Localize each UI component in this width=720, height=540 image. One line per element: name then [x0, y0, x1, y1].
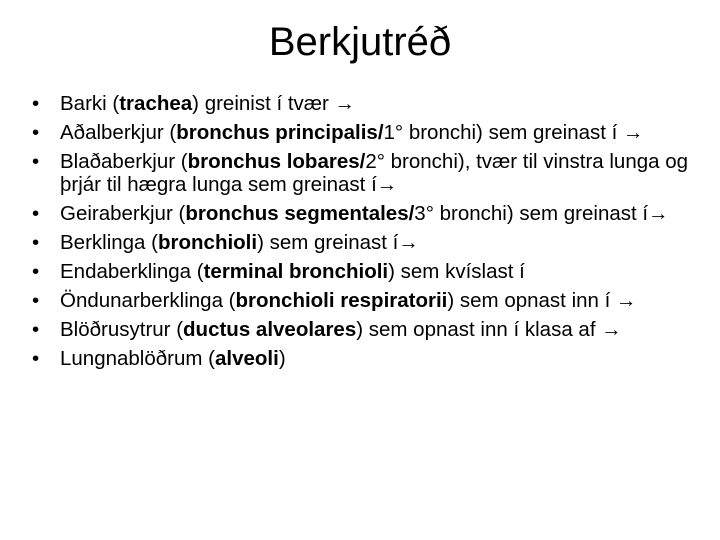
bullet-text: ) greinist í tvær → — [192, 92, 356, 115]
bullet-term-bold: bronchioli — [158, 231, 258, 254]
bullet-item — [28, 92, 698, 115]
bullet-dot: • — [32, 260, 40, 283]
bullet-dot: • — [32, 121, 40, 144]
bullet-text: 3° bronchi) sem greinast í→ — [414, 202, 669, 225]
bullet-text: ) sem opnast inn í → — [447, 289, 637, 312]
bullet-dot: • — [32, 231, 40, 254]
bullet-text: Blaðaberkjur ( — [60, 150, 188, 173]
bullet-text: Aðalberkjur ( — [60, 121, 177, 144]
bullet-term-bold: bronchioli respiratorii — [235, 289, 448, 312]
slide-title: Berkjutréð — [268, 20, 452, 64]
bullet-text: 1° bronchi) sem greinast í → — [383, 121, 644, 144]
bullet-text: Endaberklinga ( — [60, 260, 204, 283]
bullet-item — [28, 318, 698, 341]
bullet-term-bold: trachea — [119, 92, 193, 115]
bullet-dot: • — [32, 318, 40, 341]
bullet-dot: • — [32, 347, 40, 370]
bullet-term-bold: bronchus principalis/ — [176, 121, 384, 144]
bullet-item — [28, 150, 698, 196]
bullet-item — [28, 260, 698, 283]
bullet-text: Blöðrusytrur ( — [60, 318, 184, 341]
bullet-dot: • — [32, 289, 40, 312]
bullet-text: Öndunarberklinga ( — [60, 289, 236, 312]
bullet-text: ) sem greinast í→ — [257, 231, 419, 254]
bullet-term-bold: bronchus segmentales/ — [185, 202, 415, 225]
bullet-term-bold: terminal bronchioli — [203, 260, 389, 283]
bullet-text: Lungnablöðrum ( — [60, 347, 215, 370]
bullet-dot: • — [32, 150, 40, 173]
bullet-list — [28, 92, 698, 376]
bullet-term-bold: alveoli — [215, 347, 279, 370]
bullet-text: ) sem opnast inn í klasa af → — [356, 318, 622, 341]
bullet-item — [28, 202, 698, 225]
bullet-item — [28, 121, 698, 144]
bullet-text: Berklinga ( — [60, 231, 158, 254]
bullet-item — [28, 347, 698, 370]
bullet-term-bold: ductus alveolares — [183, 318, 357, 341]
bullet-dot: • — [32, 202, 40, 225]
bullet-text: ) sem kvíslast í — [388, 260, 525, 283]
bullet-term-bold: bronchus lobares/ — [187, 150, 366, 173]
bullet-dot: • — [32, 92, 40, 115]
bullet-text: Barki ( — [60, 92, 120, 115]
bullet-item — [28, 289, 698, 312]
bullet-text: ) — [278, 347, 286, 370]
bullet-text: Geiraberkjur ( — [60, 202, 186, 225]
bullet-item — [28, 231, 698, 254]
bullet-text: 2° bronchi), tvær til vinstra lunga og þrjár til hægra lunga sem greinast í→ — [60, 150, 689, 196]
